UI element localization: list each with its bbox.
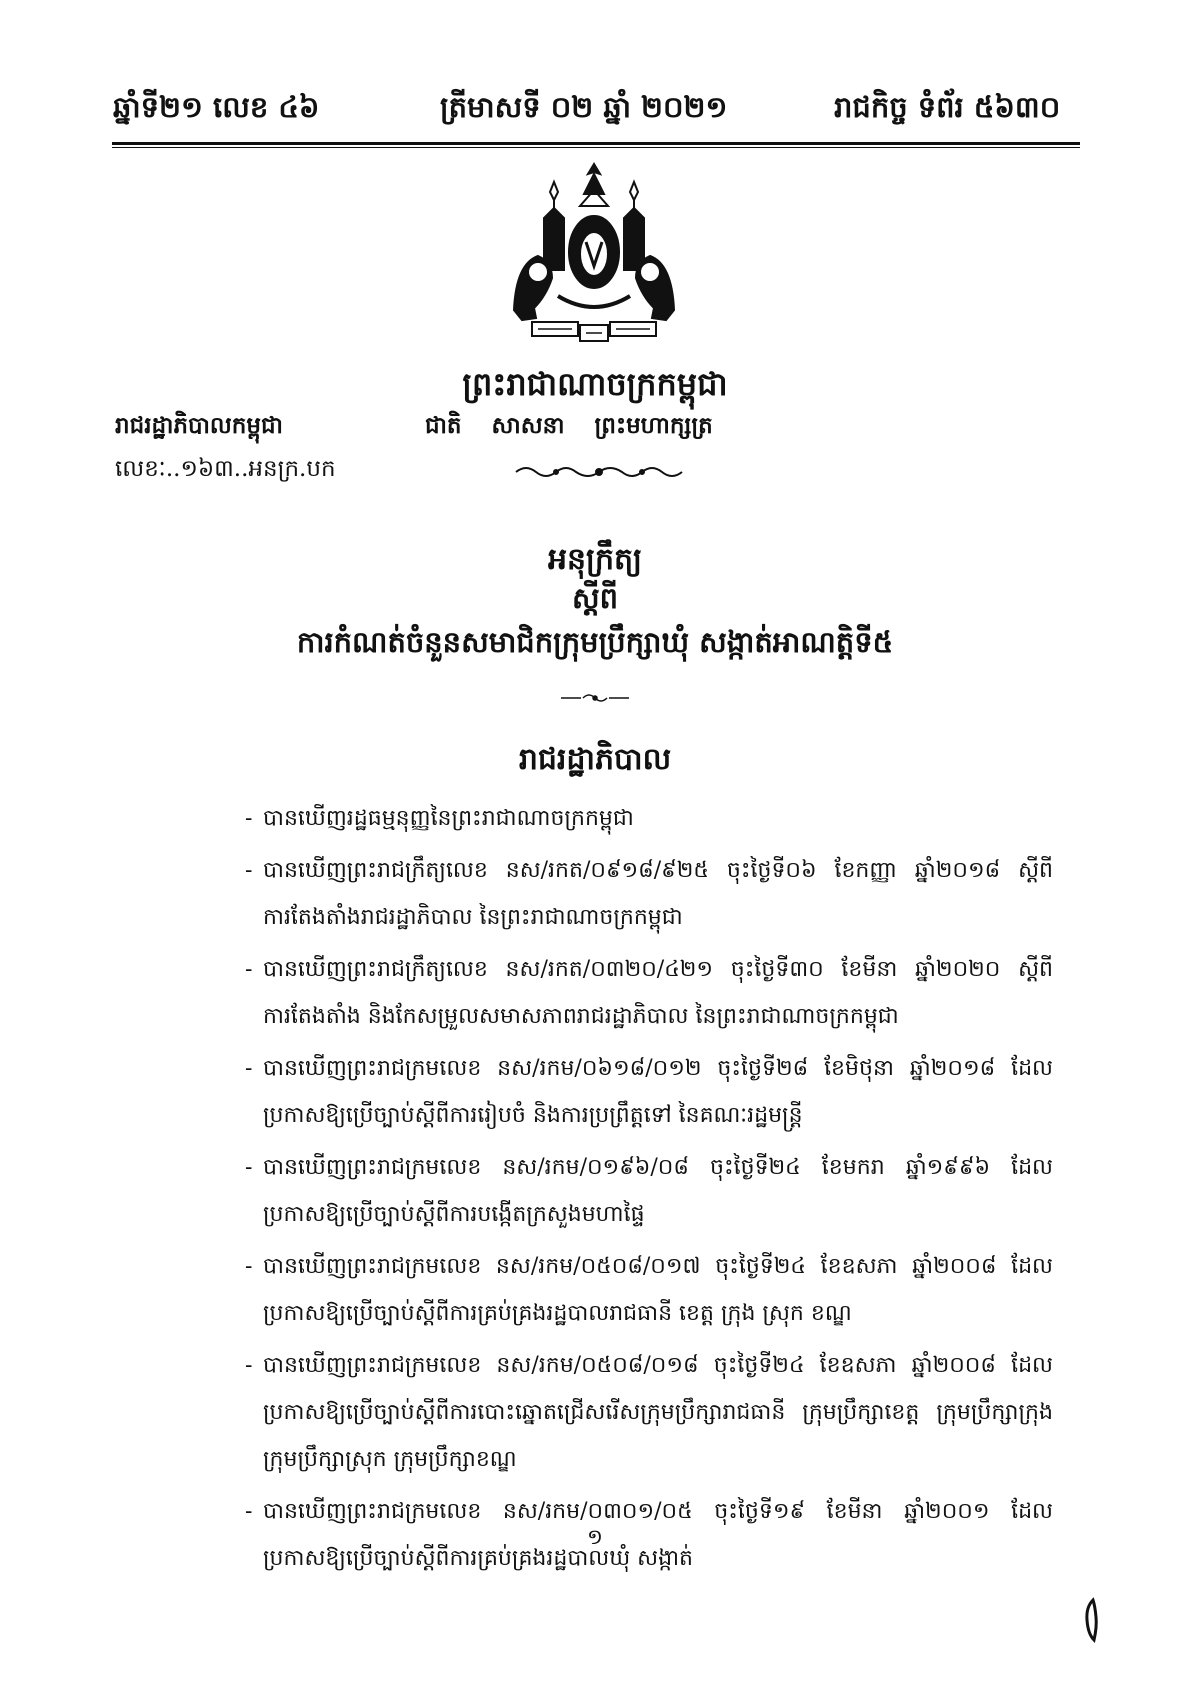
list-bullet-dash: - (245, 1056, 253, 1081)
citation-line: បានឃើញព្រះរាជក្រមលេខ នស/រកម/០៣០១/០៥ ចុះថ្ងៃទី១៩ ខែមីនា ឆ្នាំ២០០១ ដែល (263, 1499, 1053, 1524)
citation-item (245, 1144, 1053, 1238)
gazette-page-ref: រាជកិច្ច ទំព័រ ៥៦៣០ (834, 90, 1061, 124)
citation-line: បានឃើញព្រះរាជក្រឹត្យលេខ នស/រកត/០៩១៨/៩២៥ ចុះថ្ងៃទី០៦ ខែកញ្ញា ឆ្នាំ២០១៨ ស្ដីពី (263, 858, 1053, 883)
list-bullet-dash: - (245, 1353, 253, 1378)
gazette-year-issue: ឆ្នាំទី២១ លេខ ៤៦ (113, 90, 320, 124)
kingdom-title: ព្រះរាជាណាចក្រកម្ពុជា (462, 365, 728, 403)
header-rule-thin (112, 147, 1080, 148)
citation-line: បានឃើញព្រះរាជក្រឹត្យលេខ នស/រកត/០៣២០/៤២១ ចុះថ្ងៃទី៣០ ខែមីនា ឆ្នាំ២០២០ ស្ដីពី (263, 957, 1053, 982)
citation-line: បានឃើញព្រះរាជក្រមលេខ នស/រកម/០១៩៦/០៨ ចុះថ្ងៃទី២៤ ខែមករា ឆ្នាំ១៩៩៦ ដែល (263, 1155, 1053, 1180)
list-bullet-dash: - (245, 1155, 253, 1180)
document-number: លេខៈ..១៦៣..អនក្រ.បក (115, 456, 336, 482)
decorative-ornament-icon (512, 462, 686, 482)
citation-line: ការតែងតាំង និងកែសម្រួលសមាសភាពរាជរដ្ឋាភិបាល នៃព្រះរាជាណាចក្រកម្ពុជា (263, 1004, 899, 1029)
citation-line: ការតែងតាំងរាជរដ្ឋាភិបាល នៃព្រះរាជាណាចក្រកម្ពុជា (263, 905, 683, 930)
citation-item (245, 1342, 1053, 1483)
citation-line: បានឃើញរដ្ឋធម្មនុញ្ញនៃព្រះរាជាណាចក្រកម្ពុជា (263, 806, 634, 831)
citation-line: ប្រកាសឱ្យប្រើច្បាប់ស្ដីពីការបង្កើតក្រសួងមហាផ្ទៃ (263, 1202, 645, 1227)
gazette-quarter: ត្រីមាសទី ០២ ឆ្នាំ ២០២១ (440, 90, 728, 124)
citation-line: ប្រកាសឱ្យប្រើច្បាប់ស្ដីពីការគ្រប់គ្រងរដ្ឋបាលរាជធានី ខេត្ត ក្រុង ស្រុក ខណ្ឌ (263, 1301, 852, 1326)
citation-list (245, 795, 1053, 1587)
citation-item (245, 1243, 1053, 1337)
divider-ornament-icon (555, 691, 635, 705)
citation-item (245, 1045, 1053, 1139)
issuing-authority: រាជរដ្ឋាភិបាលកម្ពុជា (115, 412, 283, 439)
citation-item (245, 795, 1053, 842)
citation-line: ប្រកាសឱ្យប្រើច្បាប់ស្ដីពីការគ្រប់គ្រងរដ្ឋបាលឃុំ សង្កាត់ (263, 1546, 694, 1571)
margin-bracket-mark (1083, 1597, 1099, 1643)
decree-type: អនុក្រឹត្យ (547, 542, 643, 577)
citation-item (245, 847, 1053, 941)
national-motto: ជាតិ សាសនា ព្រះមហាក្សត្រ (425, 412, 713, 439)
list-bullet-dash: - (245, 806, 253, 831)
citation-line: ប្រកាសឱ្យប្រើច្បាប់ស្ដីពីការបោះឆ្នោតជ្រើសរើសក្រុមប្រឹក្សារាជធានី ក្រុមប្រឹក្សាខេត្ត ក្រុមប្រឹក្សាក្រុង (263, 1400, 1053, 1425)
list-bullet-dash: - (245, 858, 253, 883)
citation-line: ប្រកាសឱ្យប្រើច្បាប់ស្ដីពីការរៀបចំ និងការប្រព្រឹត្តទៅ នៃគណៈរដ្ឋមន្ត្រី (263, 1103, 803, 1128)
royal-coat-of-arms-icon (508, 160, 680, 350)
citation-line: ក្រុមប្រឹក្សាស្រុក ក្រុមប្រឹក្សាខណ្ឌ (263, 1447, 517, 1472)
citation-line: បានឃើញព្រះរាជក្រមលេខ នស/រកម/០៥០៨/០១៧ ចុះថ្ងៃទី២៤ ខែឧសភា ឆ្នាំ២០០៨ ដែល (263, 1254, 1053, 1279)
list-bullet-dash: - (245, 1254, 253, 1279)
list-bullet-dash: - (245, 957, 253, 982)
decree-about: ស្ដីពី (571, 581, 619, 615)
citation-line: បានឃើញព្រះរាជក្រមលេខ នស/រកម/០៥០៨/០១៨ ចុះថ្ងៃទី២៤ ខែឧសភា ឆ្នាំ២០០៨ ដែល (263, 1353, 1053, 1378)
citation-item (245, 946, 1053, 1040)
citation-line: បានឃើញព្រះរាជក្រមលេខ នស/រកម/០៦១៨/០១២ ចុះថ្ងៃទី២៨ ខែមិថុនា ឆ្នាំ២០១៨ ដែល (263, 1056, 1053, 1081)
decree-subject: ការកំណត់ចំនួនសមាជិកក្រុមប្រឹក្សាឃុំ សង្កាត់អាណត្តិទី៥ (296, 625, 894, 659)
list-bullet-dash: - (245, 1499, 253, 1524)
page-number: ១ (587, 1525, 603, 1549)
section-heading-government: រាជរដ្ឋាភិបាល (518, 742, 672, 777)
header-rule-thick (112, 142, 1080, 145)
